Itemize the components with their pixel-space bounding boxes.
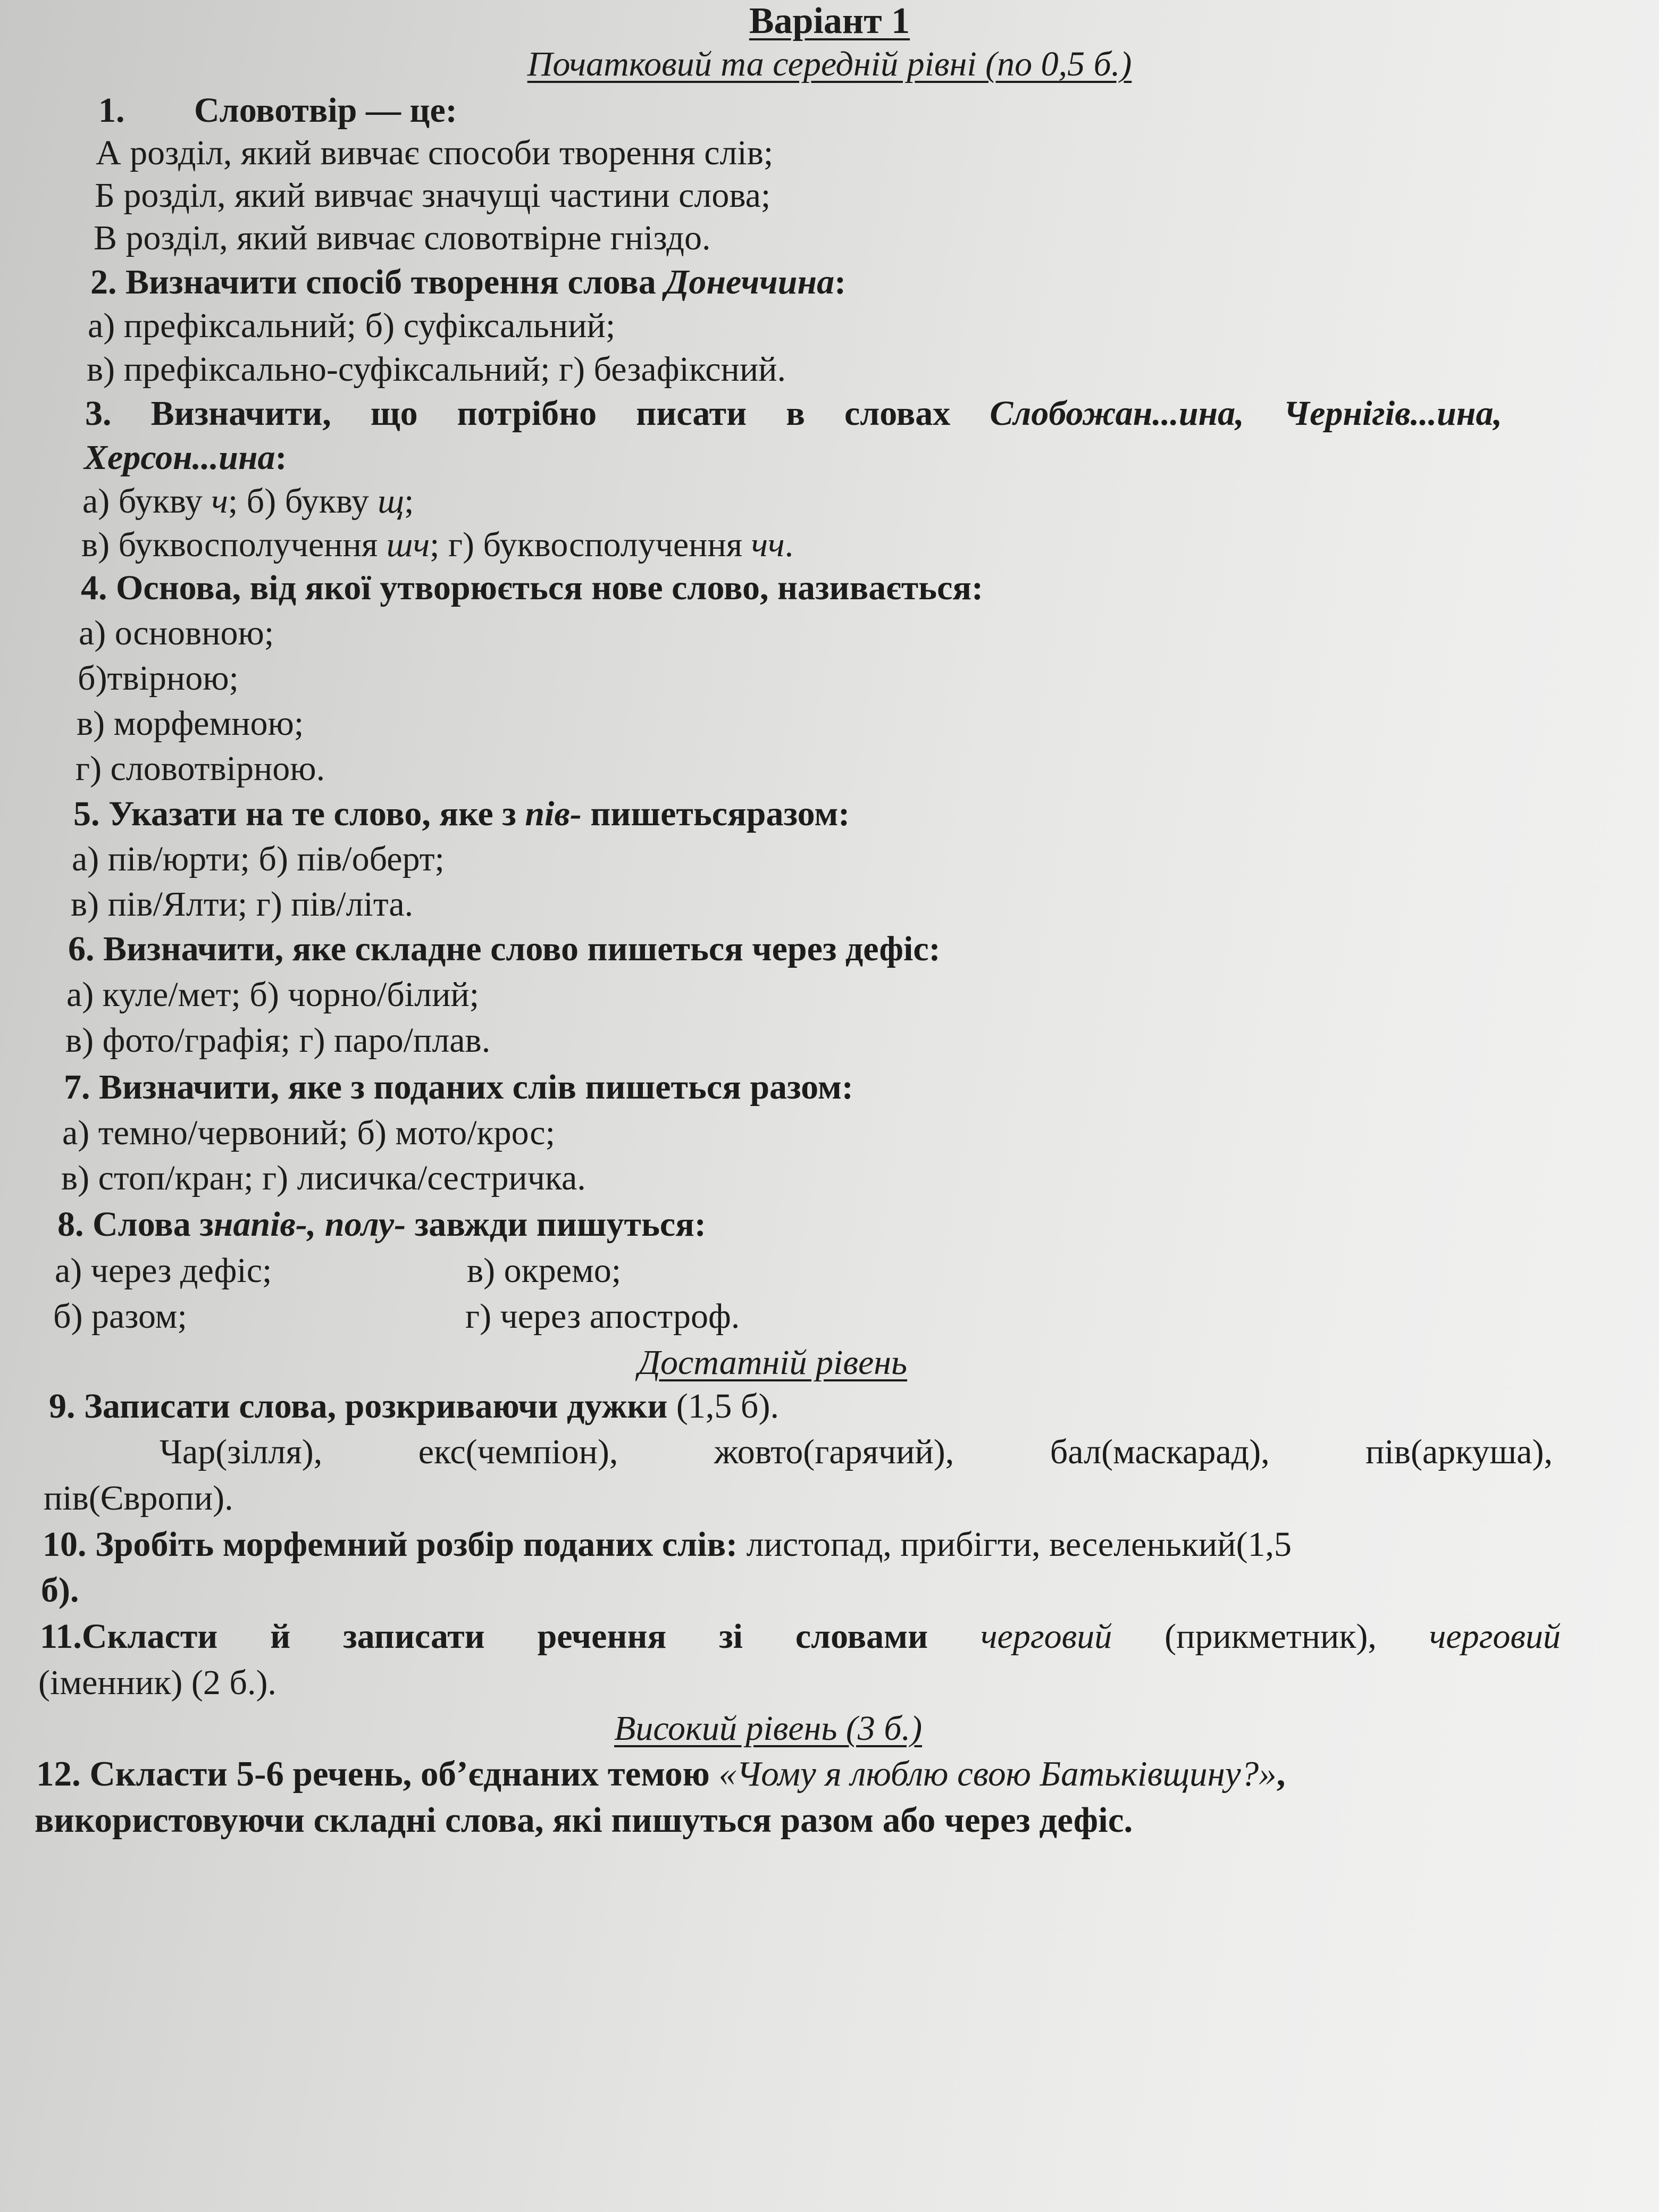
q3-options-cd xyxy=(81,527,793,563)
q2-colon: : xyxy=(834,263,847,301)
q4-option-c: в) морфемною; xyxy=(77,704,304,743)
q4-option-b: б)твірною; xyxy=(78,659,239,698)
q8-title xyxy=(57,1207,706,1242)
q10-words: листопад, прибігти, веселенький(1,5 xyxy=(738,1525,1292,1564)
q3-title xyxy=(85,396,1502,431)
q9-word: бал(маскарад), xyxy=(1050,1432,1270,1471)
q3-options-ab xyxy=(82,484,414,519)
q4-option-d: г) словотвірною. xyxy=(76,749,325,788)
q11-word: (прикметник), xyxy=(1164,1617,1377,1656)
q2-word: Донеччина xyxy=(665,263,835,301)
variant-title: Варіант 1 xyxy=(749,1,910,41)
q1-title xyxy=(98,93,457,128)
q3-punct: ; xyxy=(404,482,414,521)
q11-word: словами xyxy=(795,1617,928,1656)
q11-word: речення xyxy=(537,1617,667,1656)
q3-punct: . xyxy=(784,525,794,564)
q2-options-ab: а) префіксальний; б) суфіксальний; xyxy=(88,306,616,345)
q1-option-c: В розділ, який вивчає словотвірне гніздо. xyxy=(94,219,711,257)
q3-word: потрібно xyxy=(457,394,597,433)
q1-option-a: А розділ, який вивчає способи творення слів; xyxy=(96,133,774,172)
q5-options-ab: а) пів/юрти; б) пів/оберт; xyxy=(72,840,445,878)
q6-options-cd: в) фото/графія; г) паро/плав. xyxy=(65,1021,491,1060)
q3-option-a-letter: ч xyxy=(211,482,228,521)
q9-points: (1,5 б). xyxy=(667,1387,779,1426)
q11-word: 11.Скласти xyxy=(40,1617,218,1656)
q8-title-text: 8. Слова з xyxy=(57,1205,214,1244)
q3-colon: : xyxy=(275,438,287,477)
q2-title xyxy=(90,265,846,300)
q10-line2: б). xyxy=(41,1571,79,1610)
q12-title-text: 12. Скласти 5-6 речень, об’єднаних темою xyxy=(36,1754,719,1794)
q3-option-d-label: ; г) буквосполучення xyxy=(430,525,751,564)
q1-title-text: Словотвір — це: xyxy=(194,91,457,130)
q5-title-text: 5. Указати на те слово, яке з xyxy=(73,794,525,833)
q3-word: писати xyxy=(636,394,747,433)
q9-words-line2: пів(Європи). xyxy=(44,1479,233,1518)
q12-punct: , xyxy=(1276,1754,1286,1794)
q8-option-b: б) разом; xyxy=(53,1297,187,1336)
q3-option-b-label: ; б) букву xyxy=(228,482,378,521)
q12-line2: використовуючи складні слова, які пишуться разом або через дефіс. xyxy=(35,1800,1133,1840)
q9-word: екс(чемпіон), xyxy=(418,1432,618,1471)
q9-title xyxy=(49,1389,779,1424)
q11-title xyxy=(40,1619,1561,1654)
q11-example-word: черговий xyxy=(981,1617,1112,1656)
level-heading-high: Високий рівень (3 б.) xyxy=(614,1709,923,1748)
q11-example-word: черговий xyxy=(1429,1617,1561,1656)
q3-word: Визначити, xyxy=(150,394,331,433)
q11-word: зі xyxy=(719,1617,743,1656)
q8-option-d: г) через апостроф. xyxy=(465,1297,740,1336)
level-heading-basic: Початковий та середній рівні (по 0,5 б.) xyxy=(527,45,1132,83)
q5-title-end: пишетьсяразом: xyxy=(581,794,850,833)
q3-example-word: Чернігів...ина, xyxy=(1283,394,1502,433)
q3-option-d-letters: чч xyxy=(751,525,785,564)
q7-options-ab: а) темно/червоний; б) мото/крос; xyxy=(62,1113,555,1152)
q12-title xyxy=(36,1756,1285,1792)
q3-title-line2 xyxy=(84,440,287,475)
q6-options-ab: а) куле/мет; б) чорно/білий; xyxy=(66,975,480,1014)
q3-option-c-label: в) буквосполучення xyxy=(81,525,387,564)
q11-line2: (іменник) (2 б.). xyxy=(38,1663,276,1702)
q10-title xyxy=(43,1527,1292,1562)
q5-title xyxy=(73,794,850,833)
q5-prefix: пів- xyxy=(525,794,582,833)
q8-prefixes: напів-, полу- xyxy=(213,1205,406,1244)
q8-option-a: а) через дефіс; xyxy=(55,1251,272,1290)
q3-example-word: Слобожан...ина, xyxy=(990,394,1244,433)
q4-option-a: а) основною; xyxy=(79,614,274,652)
q3-word: що xyxy=(370,394,418,433)
q3-option-a-label: а) букву xyxy=(82,482,212,521)
q2-options-cd: в) префіксально-суфіксальний; г) безафіксний. xyxy=(87,350,786,389)
q3-word: словах xyxy=(844,394,951,433)
q11-word: записати xyxy=(343,1617,485,1656)
q9-words xyxy=(160,1432,1553,1471)
q9-word: жовто(гарячий), xyxy=(714,1432,954,1471)
q8-title-end: завжди пишуться: xyxy=(406,1205,706,1244)
q5-options-cd: в) пів/Ялти; г) пів/літа. xyxy=(71,885,414,924)
q2-title-text: 2. Визначити спосіб творення слова xyxy=(90,263,656,301)
q9-word: Чар(зілля), xyxy=(160,1432,323,1471)
q12-topic: «Чому я люблю свою Батьківщину?» xyxy=(718,1754,1277,1794)
q11-word: й xyxy=(270,1617,291,1656)
q3-option-c-letters: шч xyxy=(386,525,430,564)
q6-title: 6. Визначити, яке складне слово пишеться через дефіс: xyxy=(68,929,941,968)
q4-title: 4. Основа, від якої утворюється нове слово, називається: xyxy=(81,568,984,607)
q1-option-b: Б розділ, який вивчає значущі частини слова; xyxy=(95,176,771,215)
q3-word: 3. xyxy=(85,394,112,433)
q9-title-text: 9. Записати слова, розкриваючи дужки xyxy=(49,1387,668,1426)
q7-options-cd: в) стоп/кран; г) лисичка/сестричка. xyxy=(61,1159,586,1197)
q7-title: 7. Визначити, яке з поданих слів пишеться разом: xyxy=(64,1068,853,1107)
q3-option-b-letter: щ xyxy=(378,482,405,521)
q10-title-text: 10. Зробіть морфемний розбір поданих слів: xyxy=(43,1525,738,1564)
level-heading-sufficient: Достатній рівень xyxy=(638,1343,908,1382)
q9-word: пів(аркуша), xyxy=(1365,1432,1553,1471)
q8-option-c: в) окремо; xyxy=(467,1251,622,1290)
q1-number: 1. xyxy=(98,91,125,130)
q3-example-word: Херсон...ина xyxy=(84,438,275,477)
q3-word: в xyxy=(786,394,805,433)
